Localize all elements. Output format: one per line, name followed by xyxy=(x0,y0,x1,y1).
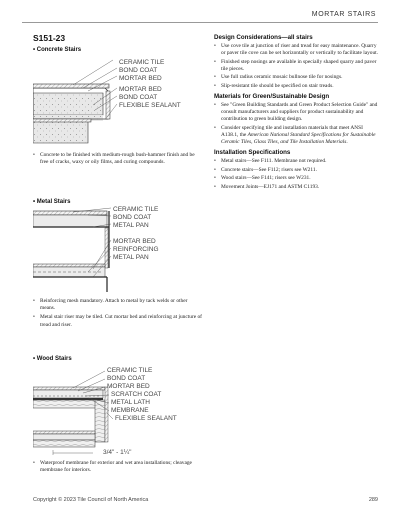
concrete-label-2: BOND COAT xyxy=(119,67,158,74)
wood-stairs-title: • Wood Stairs xyxy=(33,356,72,362)
wood-label-3: MORTAR BED xyxy=(107,383,150,390)
concrete-label-3: MORTAR BED xyxy=(119,75,162,82)
wood-label-6: MEMBRANE xyxy=(111,407,149,414)
green-item: • See "Green Building Standards and Green Product Selection Guide" and consult manufacturers and suppliers for product sustainability and contribution to green building design. xyxy=(214,102,378,123)
wood-notes xyxy=(33,460,203,476)
right-column xyxy=(214,33,378,194)
wood-stairs-diagram xyxy=(33,363,203,455)
concrete-note: • Concrete to be finished with medium-rough bush-hammer finish and be free of cracks, waxy or oily films, and curing compounds. xyxy=(33,152,203,166)
ansi-standard-title: American National Standard Specifications for Sustainable Ceramic Tiles, Glass Tiles, and Tile Installation Materials xyxy=(221,131,376,146)
metal-label-3: METAL PAN xyxy=(113,222,149,229)
green-heading: Materials for Green/Sustainable Design xyxy=(214,93,330,101)
design-item: • Use cove tile at junction of riser and tread for easy maintenance. Quarry or paver tile cove can be set horizontally or vertically to facilitate layout. xyxy=(214,43,378,57)
install-item: • Wood stairs—See F141; risers see W231. xyxy=(214,175,378,182)
metal-label-2: BOND COAT xyxy=(113,214,152,221)
metal-note-2: • Metal stair riser may be tiled. Cut mortar bed and reinforcing at juncture of tread and riser. xyxy=(33,314,203,328)
wood-label-2: BOND COAT xyxy=(107,375,146,382)
concrete-notes xyxy=(33,152,203,168)
design-list xyxy=(214,43,378,90)
metal-notes xyxy=(33,298,203,331)
header-rule xyxy=(22,22,378,23)
green-list xyxy=(214,102,378,146)
copyright: Copyright © 2023 Tile Council of North America xyxy=(33,497,149,503)
green-item-text: Consider specifying tile and installation materials that meet ANSI A138.1, the xyxy=(221,124,363,138)
metal-label-6: METAL PAN xyxy=(113,254,149,261)
page-number: 289 xyxy=(368,497,378,503)
concrete-stairs-title: • Concrete Stairs xyxy=(33,47,82,53)
design-item: • Slip-resistant tile should be specified on stair treads. xyxy=(214,83,378,90)
concrete-label-5: BOND COAT xyxy=(119,94,158,101)
running-header: MORTAR STAIRS xyxy=(311,11,376,18)
concrete-label-6: FLEXIBLE SEALANT xyxy=(119,102,181,109)
wood-label-4: SCRATCH COAT xyxy=(111,391,162,398)
metal-label-5: REINFORCING xyxy=(113,246,159,253)
concrete-label-4: MORTAR BED xyxy=(119,86,162,93)
metal-stairs-title: • Metal Stairs xyxy=(33,199,71,205)
concrete-label-1: CERAMIC TILE xyxy=(119,59,165,66)
concrete-stairs-diagram xyxy=(33,55,203,145)
install-heading: Installation Specifications xyxy=(214,149,291,157)
install-list xyxy=(214,158,378,191)
install-item: • Concrete stairs—See F112; risers see W211. xyxy=(214,167,378,174)
design-heading: Design Considerations—all stairs xyxy=(214,34,313,41)
green-item-ansi xyxy=(214,125,378,146)
install-item: • Metal stairs—See F111. Membrane not required. xyxy=(214,158,378,165)
metal-note-1: • Reinforcing mesh mandatory. Attach to metal by tack welds or other means. xyxy=(33,298,203,312)
green-item-end: . xyxy=(346,139,348,146)
install-item: • Movement Joints—EJ171 and ASTM C1193. xyxy=(214,184,378,191)
wood-label-7: FLEXIBLE SEALANT xyxy=(115,415,177,422)
wood-label-1: CERAMIC TILE xyxy=(107,367,153,374)
design-item: • Use full radius ceramic mosaic bullnose tile for nosings. xyxy=(214,74,378,81)
design-item: • Finished step nosings are available in specially shaped quarry and paver tile pieces. xyxy=(214,59,378,73)
wood-note: • Waterproof membrane for exterior and wet area installations; cleavage membrane for interiors. xyxy=(33,460,203,474)
metal-stairs-diagram xyxy=(33,206,203,294)
spec-id: S151-23 xyxy=(33,33,66,43)
page-footer xyxy=(33,497,378,503)
wood-dimension: 3/4" - 1¼" xyxy=(103,449,132,455)
wood-label-5: METAL LATH xyxy=(111,399,150,406)
metal-label-4: MORTAR BED xyxy=(113,238,156,245)
metal-label-1: CERAMIC TILE xyxy=(113,206,159,213)
